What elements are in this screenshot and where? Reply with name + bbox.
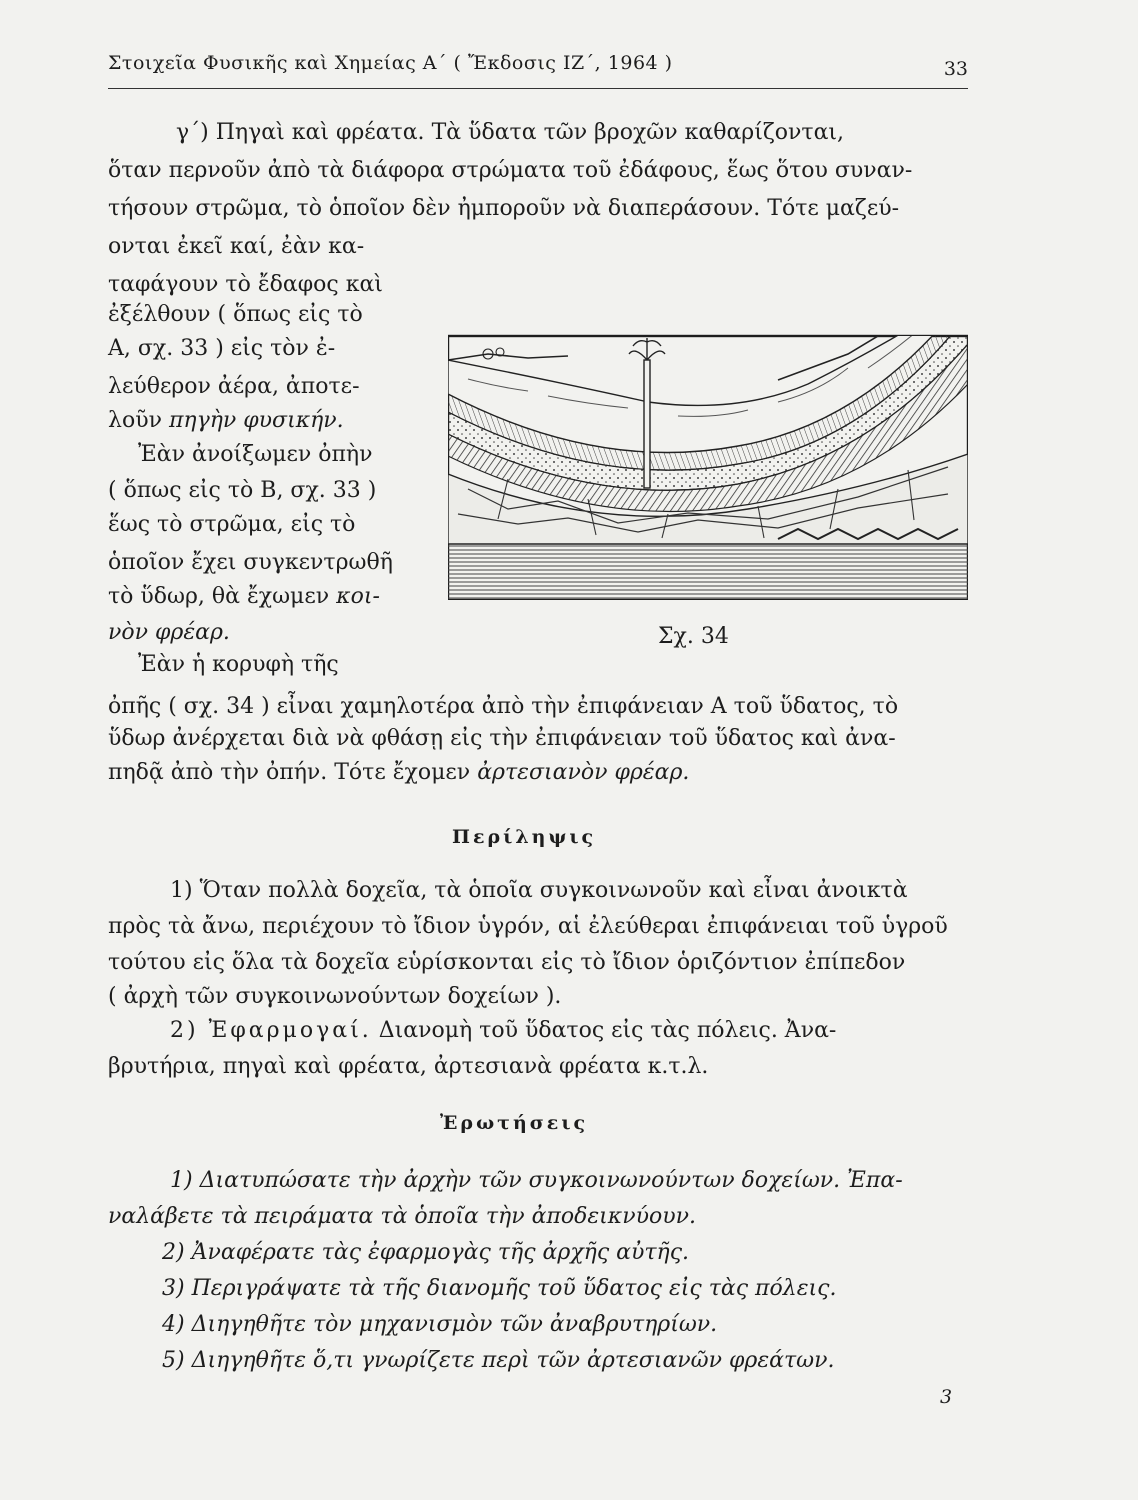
summary-item2-line2: βρυτήρια, πηγαὶ καὶ φρέατα, ἀρτεσιανὰ φρέατα κ.τ.λ. [108, 1054, 709, 1079]
section-line-6: ἐξέλθουν ( ὅπως εἰς τὸ [108, 302, 363, 327]
section-line-14: τὸ ὕδωρ, θὰ ἔχωμεν κοι- [108, 584, 380, 609]
question-4: 4) Διηγηθῆτε τὸν μηχανισμὸν τῶν ἀναβρυτηρίων. [162, 1312, 718, 1337]
question-5: 5) Διηγηθῆτε ὅ,τι γνωρίζετε περὶ τῶν ἀρτεσιανῶν φρεάτων. [162, 1348, 835, 1373]
figure-artesian-well-diagram [448, 284, 968, 600]
term-natural-spring: πηγὴν φυσικήν. [168, 408, 344, 433]
page-number: 33 [943, 58, 968, 80]
section-line-1: γ΄) Πηγαὶ καὶ φρέατα. Τὰ ὕδατα τῶν βροχῶν καθαρίζονται, [176, 120, 845, 145]
question-1-line1: 1) Διατυπώσατε τὴν ἀρχὴν τῶν συγκοινωνούντων δοχείων. Ἐπα- [170, 1168, 903, 1193]
section-line-10: Ἐὰν ἀνοίξωμεν ὀπὴν [138, 442, 373, 467]
question-2: 2) Ἀναφέρατε τὰς ἐφαρμογὰς τῆς ἀρχῆς αὐτῆς. [162, 1240, 690, 1265]
questions-heading: Ἐρωτήσεις [440, 1112, 589, 1134]
summary-item2-label: 2) Ἐφαρμογαί. [170, 1018, 372, 1043]
summary-item1-line1: 1) Ὅταν πολλὰ δοχεῖα, τὰ ὁποῖα συγκοινωνοῦν καὶ εἶναι ἀνοικτὰ [170, 878, 908, 903]
summary-item1-line3: τούτου εἰς ὅλα τὰ δοχεῖα εὑρίσκονται εἰς τὸ ἴδιον ὁριζόντιον ἐπίπεδον [108, 950, 906, 975]
section-line-13: ὁποῖον ἔχει συγκεντρωθῆ [108, 550, 393, 575]
running-header [108, 48, 968, 88]
question-3: 3) Περιγράψατε τὰ τῆς διανομῆς τοῦ ὕδατος εἰς τὰς πόλεις. [162, 1276, 837, 1301]
section-line-8: λεύθερον ἀέρα, ἀποτε- [108, 374, 360, 399]
header-rule [108, 88, 968, 89]
section-lead-label: γ΄) Πηγαὶ καὶ φρέατα. [176, 120, 425, 145]
section-line-19: ὕδωρ ἀνέρχεται διὰ νὰ φθάσῃ εἰς τὴν ἐπιφάνειαν τοῦ ὕδατος καὶ ἀνα- [108, 726, 896, 751]
figure-caption: Σχ. 34 [658, 624, 729, 649]
summary-heading: Περίληψις [452, 826, 597, 848]
summary-item2-line1: 2) Ἐφαρμογαί. Διανομὴ τοῦ ὕδατος εἰς τὰς πόλεις. Ἀνα- [170, 1018, 837, 1043]
term-artesian-well: ἀρτεσιανὸν φρέαρ. [477, 760, 690, 785]
question-1-line2: ναλάβετε τὰ πειράματα τὰ ὁποῖα τὴν ἀποδεικνύουν. [108, 1204, 696, 1229]
section-line-17: Ἐὰν ἡ κορυφὴ τῆς [138, 652, 339, 677]
section-line-12: ἕως τὸ στρῶμα, εἰς τὸ [108, 512, 356, 537]
section-line-18: ὀπῆς ( σχ. 34 ) εἶναι χαμηλοτέρα ἀπὸ τὴν ἐπιφάνειαν Α τοῦ ὕδατος, τὸ [108, 694, 899, 719]
section-line-11: ( ὅπως εἰς τὸ Β, σχ. 33 ) [108, 478, 377, 503]
section-line-2: ὅταν περνοῦν ἀπὸ τὰ διάφορα στρώματα τοῦ ἐδάφους, ἕως ὅτου συναν- [108, 158, 913, 183]
section-line-5: ταφάγουν τὸ ἔδαφος καὶ [108, 272, 383, 297]
section-line-9: λοῦν πηγὴν φυσικήν. [108, 408, 344, 433]
section-line-3: τήσουν στρῶμα, τὸ ὁποῖον δὲν ἠμποροῦν νὰ διαπεράσουν. Τότε μαζεύ- [108, 196, 900, 221]
footer-signature-mark: 3 [940, 1386, 953, 1408]
summary-item1-line4: ( ἀρχὴ τῶν συγκοινωνούντων δοχείων ). [108, 984, 562, 1009]
term-common-well: νὸν φρέαρ. [108, 620, 230, 645]
section-line-4: ονται ἐκεῖ καί, ἐὰν κα- [108, 234, 365, 259]
section-line-7: Α, σχ. 33 ) εἰς τὸν ἐ- [108, 336, 336, 361]
header-title: Στοιχεῖα Φυσικῆς καὶ Χημείας Α΄ ( Ἔκδοσις ΙΖ΄, 1964 ) [108, 52, 673, 74]
section-line-20: πηδᾷ ἀπὸ τὴν ὀπήν. Τότε ἔχομεν ἀρτεσιανὸν φρέαρ. [108, 760, 690, 785]
summary-item1-line2: πρὸς τὰ ἄνω, περιέχουν τὸ ἴδιον ὑγρόν, αἱ ἐλεύθεραι ἐπιφάνειαι τοῦ ὑγροῦ [108, 914, 948, 939]
